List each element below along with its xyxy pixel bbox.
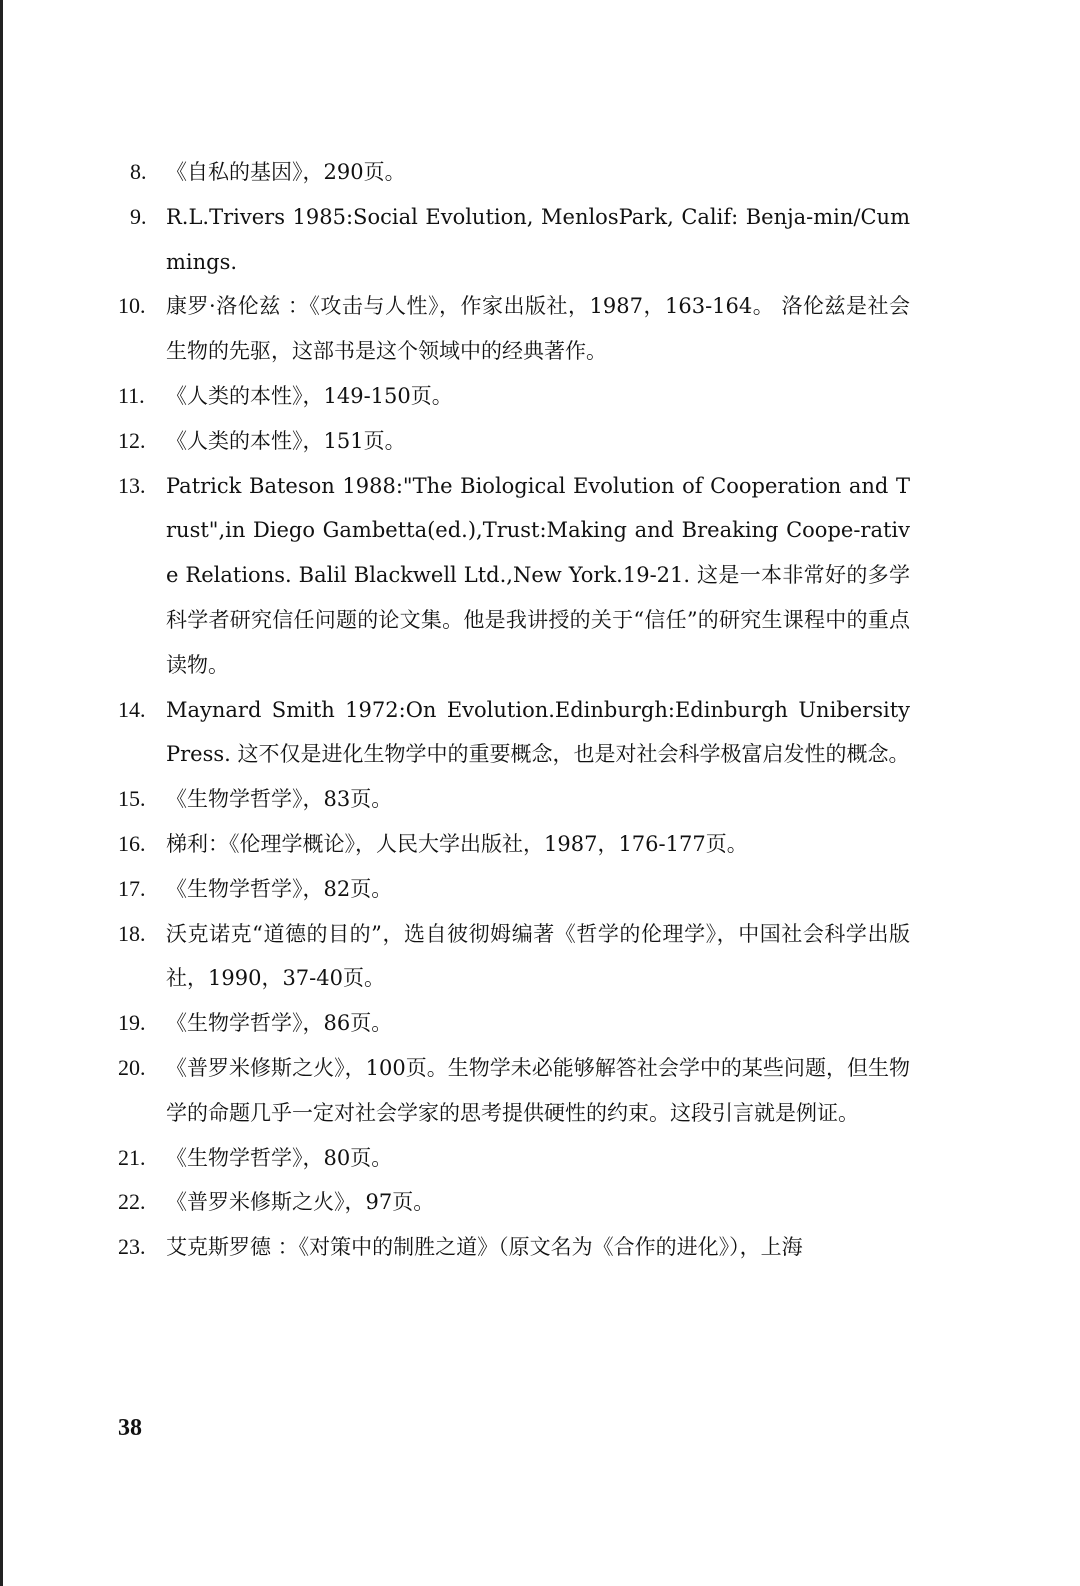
- endnote-text: 康罗·洛伦兹 ：《攻击与人性》，作家出版社，1987，163-164。 洛伦兹是社会生物的先驱，这部书是这个领域中的经典著作。: [166, 294, 910, 364]
- endnote-number: 18.: [118, 920, 146, 946]
- endnote-21: [118, 1136, 910, 1181]
- endnote-text: 《生物学哲学》，86页。: [166, 1011, 393, 1036]
- endnote-10: [118, 284, 910, 374]
- endnote-number: 22.: [118, 1189, 146, 1215]
- endnote-number: 20.: [118, 1054, 146, 1080]
- endnote-number: 11.: [118, 382, 145, 408]
- endnote-text: 《生物学哲学》，83页。: [166, 787, 393, 812]
- endnote-text: 《生物学哲学》，80页。: [166, 1145, 393, 1170]
- endnote-18: [118, 912, 910, 1002]
- endnote-9: [118, 195, 910, 285]
- endnote-19: [118, 1001, 910, 1046]
- endnote-number: 13.: [118, 472, 146, 498]
- endnote-text: 《人类的本性》，149-150页。: [166, 383, 453, 408]
- endnote-15: [118, 777, 910, 822]
- page-number: 38: [118, 1415, 142, 1441]
- endnote-text: 《普罗米修斯之火》，97页。: [166, 1190, 435, 1215]
- endnote-text: 沃克诺克“道德的目的”，选自彼彻姆编著《哲学的伦理学》，中国社会科学出版社，1990，37-40页。: [166, 921, 910, 991]
- endnote-text: 《生物学哲学》，82页。: [166, 876, 393, 901]
- endnote-number: 12.: [118, 427, 146, 453]
- endnote-23: [118, 1225, 910, 1270]
- endnote-number: 10.: [118, 293, 146, 319]
- endnote-number: 15.: [118, 786, 146, 812]
- endnote-number: 19.: [118, 1010, 146, 1036]
- endnote-22: [118, 1180, 910, 1225]
- endnote-text: R.L.Trivers 1985:Social Evolution, MenlosPark, Calif: Benja-min/Cummings.: [166, 204, 910, 274]
- endnote-text: 《普罗米修斯之火》，100页。生物学未必能够解答社会学中的某些问题，但生物学的命题几乎一定对社会学家的思考提供硬性的约束。这段引言就是例证。: [166, 1055, 910, 1125]
- endnote-number: 23.: [118, 1234, 146, 1260]
- endnote-8: [118, 150, 910, 195]
- endnote-number: 8.: [130, 159, 147, 184]
- endnote-13: [118, 464, 910, 688]
- endnote-text: 《自私的基因》，290页。: [166, 160, 406, 184]
- endnote-text: 梯利：《伦理学概论》，人民大学出版社，1987，176-177页。: [166, 831, 748, 856]
- endnote-16: [118, 822, 910, 867]
- endnotes-list: [118, 150, 910, 1270]
- endnote-12: [118, 419, 910, 464]
- endnote-number: 21.: [118, 1144, 146, 1170]
- endnote-text: 《人类的本性》，151页。: [166, 428, 406, 453]
- endnote-17: [118, 867, 910, 912]
- endnote-number: 17.: [118, 875, 146, 901]
- endnote-number: 14.: [118, 696, 146, 722]
- endnote-number: 16.: [118, 830, 146, 856]
- page-left-edge: [0, 0, 3, 1586]
- endnote-11: [118, 374, 910, 419]
- endnote-text: Patrick Bateson 1988:"The Biological Evolution of Cooperation and Trust",in Diego Gambetta(ed.),Trust:Making and Breaking Coope-rative Relations. Balil Blackwell Ltd.,New York.19-21. 这是一本非常好的多学科学者研究信任问题的论文集。他是我讲授的关于“信任”的研究生课程中的重点读物。: [166, 473, 910, 677]
- endnote-text: Maynard Smith 1972:On Evolution.Edinburgh:Edinburgh Unibersity Press. 这不仅是进化生物学中的重要概念，也是对社会科学极富启发性的概念。: [166, 697, 910, 767]
- endnote-text: 艾克斯罗德 ：《对策中的制胜之道》（原文名为《合作的进化》），上海: [166, 1235, 803, 1260]
- endnote-number: 9.: [130, 203, 147, 229]
- endnote-14: [118, 688, 910, 778]
- endnote-20: [118, 1046, 910, 1136]
